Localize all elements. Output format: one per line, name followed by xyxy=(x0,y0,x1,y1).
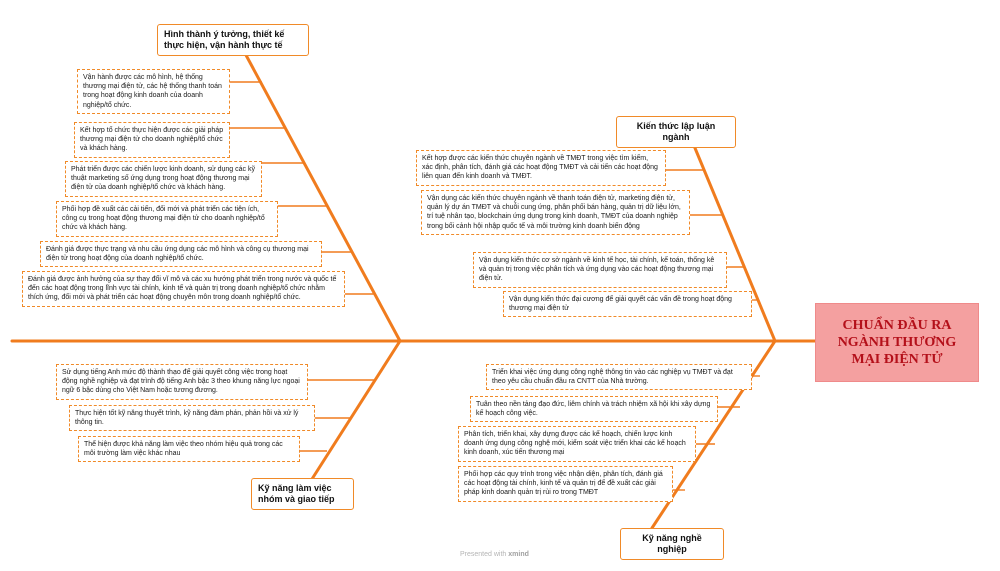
cause-node: Đánh giá được thực trạng và nhu cầu ứng dụng các mô hình và công cụ thương mại điện tử trong hoạt động của doanh nghiệp/tổ chức. xyxy=(40,241,322,267)
presented-with-footer xyxy=(460,551,529,558)
cause-node: Thể hiện được khả năng làm việc theo nhóm hiệu quả trong các môi trường làm việc khác nhau xyxy=(78,436,300,462)
cause-node: Vận dụng kiến thức cơ sở ngành về kinh tế học, tài chính, kế toán, thống kê và quản trị trong việc phân tích và ứng dụng vào các hoạt động thương mại điện tử. xyxy=(473,252,727,288)
xmind-logo-text: xmind xyxy=(508,551,529,558)
category-bottom-left xyxy=(251,478,354,510)
cause-node: Kết hợp được các kiến thức chuyên ngành về TMĐT trong việc tìm kiếm, xác định, phân tích, đánh giá các hoạt động TMĐT và cải tiến các hoạt động liên quan đến kinh doanh và TMĐT. xyxy=(416,150,666,186)
cause-node: Sử dụng tiếng Anh mức độ thành thạo để giải quyết công việc trong hoạt động nghề nghiệp và đạt trình độ tiếng Anh bậc 3 theo khung năng lực ngoại ngữ 6 bậc dùng cho Việt Nam hoặc tương đương. xyxy=(56,364,308,400)
cause-node: Vận hành được các mô hình, hệ thống thương mại điện tử, các hệ thống thanh toán trong hoạt động kinh doanh của doanh nghiệp/tổ chức. xyxy=(77,69,230,114)
cause-node: Đánh giá được ảnh hưởng của sự thay đổi vĩ mô và các xu hướng phát triển trong nước và quốc tế đến các hoạt động trong lĩnh vực tài chính, kinh tế và quản trị trong doanh nghiệp/tổ chức nhằm thích ứng, đổi mới và phát triển các hoạt động chuyên môn trong doanh nghiệp/tổ chức. xyxy=(22,271,345,307)
category-label: Kỹ năng nghề nghiệp xyxy=(642,533,702,554)
cause-node: Triển khai việc ứng dụng công nghệ thông tin vào các nghiệp vụ TMĐT và đạt theo yêu cầu chuẩn đầu ra CNTT của Nhà trường. xyxy=(486,364,752,390)
category-top-left xyxy=(157,24,309,56)
category-label: Kỹ năng làm việc nhóm và giao tiếp xyxy=(258,483,335,504)
cause-node: Phát triển được các chiến lược kinh doanh, sử dụng các kỹ thuật marketing số ứng dụng trong hoạt động thương mại điện tử của doanh nghiệp/tổ chức và khách hàng. xyxy=(65,161,262,197)
cause-node: Phối hợp đề xuất các cải tiến, đổi mới và phát triển các tiện ích, công cụ trong hoạt động thương mại điện tử cho doanh nghiệp/tổ chức và khách hàng. xyxy=(56,201,278,237)
cause-node: Phân tích, triển khai, xây dựng được các kế hoạch, chiến lược kinh doanh ứng dụng công nghệ mới, kiểm soát việc triển khai các kế hoạch kinh doanh, xúc tiến thương mại xyxy=(458,426,696,462)
cause-node: Thực hiện tốt kỹ năng thuyết trình, kỹ năng đàm phán, phản hồi và xử lý thông tin. xyxy=(69,405,315,431)
bone-bottom-left xyxy=(305,341,400,490)
category-label: Hình thành ý tưởng, thiết kế thực hiện, vận hành thực tế xyxy=(164,29,285,50)
cause-node: Kết hợp tổ chức thực hiện được các giải pháp thương mại điện tử cho doanh nghiệp/tổ chức và khách hàng. xyxy=(74,122,230,158)
category-label: Kiến thức lập luận ngành xyxy=(636,121,716,142)
cause-node: Phối hợp các quy trình trong việc nhận diện, phân tích, đánh giá các hoạt động tài chính, kinh tế và quản trị để đề xuất các giải pháp kinh doanh quản trị rủi ro trong TMĐT xyxy=(458,466,673,502)
head-box xyxy=(815,303,979,382)
cause-node: Vận dụng các kiến thức chuyên ngành về thanh toán điện tử, marketing điện tử, quản lý dự án TMĐT và chuỗi cung ứng, phân phối bán hàng, quản trị dữ liệu lớn, trí tuệ nhân tạo, blockchain ứng dụng trong kinh doanh, TMĐT của doanh nghiệp trong bối cảnh hội nhập quốc tế và môi trường kinh doanh biến động xyxy=(421,190,690,235)
cause-node: Tuân theo nền tảng đạo đức, liêm chính và trách nhiệm xã hội khi xây dựng kế hoạch công việc. xyxy=(470,396,718,422)
head-label: CHUẨN ĐẦU RA NGÀNH THƯƠNG MẠI ĐIỆN TỬ xyxy=(837,318,957,367)
cause-node: Vận dụng kiến thức đại cương để giải quyết các vấn đề trong hoạt động thương mại điện tử xyxy=(503,291,752,317)
footer-prefix: Presented with xyxy=(460,551,507,558)
category-top-right xyxy=(616,116,736,148)
category-bottom-right xyxy=(620,528,724,560)
